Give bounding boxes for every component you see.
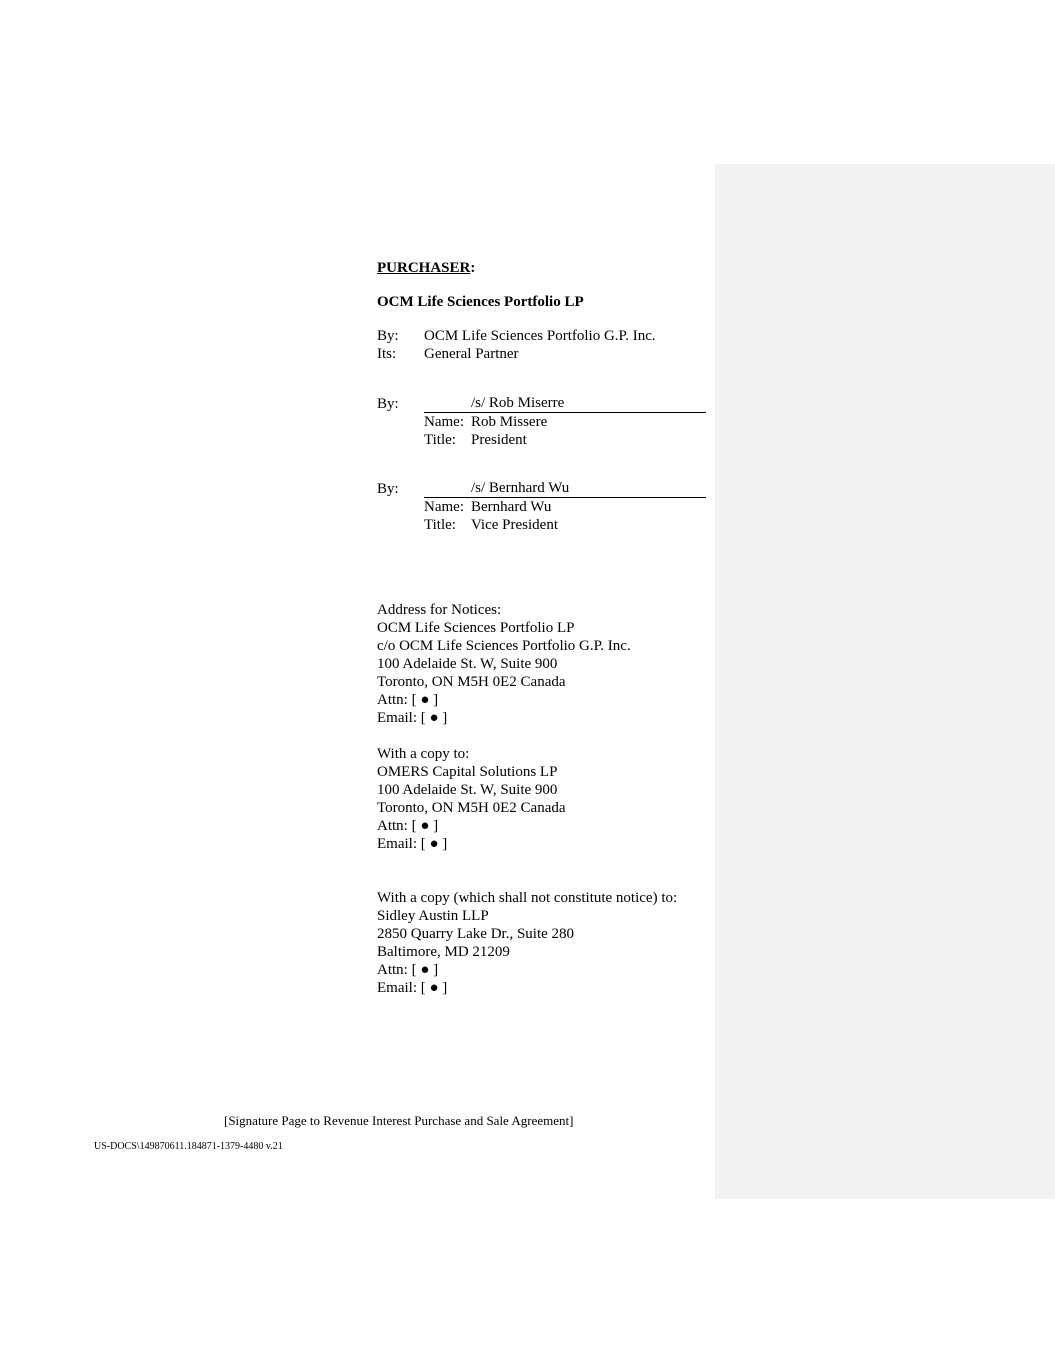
copy-line: OMERS Capital Solutions LP	[377, 764, 558, 780]
its-label: Its:	[377, 346, 397, 362]
signature-text: /s/ Bernhard Wu	[471, 480, 570, 496]
signatory-title: Vice President	[471, 517, 558, 533]
copy-line: Attn: [ ● ]	[377, 818, 439, 834]
copy-line: With a copy to:	[377, 746, 470, 762]
copy-line: 100 Adelaide St. W, Suite 900	[377, 782, 558, 798]
signature-line	[424, 479, 706, 498]
notices-line: Attn: [ ● ]	[377, 692, 439, 708]
purchaser-entity-name: OCM Life Sciences Portfolio LP	[377, 294, 584, 310]
notices-line: OCM Life Sciences Portfolio LP	[377, 620, 575, 636]
notices-line: Toronto, ON M5H 0E2 Canada	[377, 674, 566, 690]
comment-pane	[715, 164, 1055, 1199]
purchaser-heading	[377, 259, 475, 277]
by-label: By:	[377, 328, 399, 344]
copy-line: 2850 Quarry Lake Dr., Suite 280	[377, 926, 575, 942]
notices-line: Address for Notices:	[377, 602, 502, 618]
by-value: OCM Life Sciences Portfolio G.P. Inc.	[424, 328, 656, 344]
notices-line: c/o OCM Life Sciences Portfolio G.P. Inc.	[377, 638, 631, 654]
signature-by-label: By:	[377, 396, 399, 412]
signature-page-caption: [Signature Page to Revenue Interest Purchase and Sale Agreement]	[224, 1113, 574, 1128]
copy-to-address-block	[377, 745, 566, 853]
purchaser-heading-text: PURCHASER	[377, 260, 471, 276]
signatory-name: Rob Missere	[471, 414, 548, 430]
notices-line: 100 Adelaide St. W, Suite 900	[377, 656, 558, 672]
copy-line: Sidley Austin LLP	[377, 908, 489, 924]
purchaser-heading-colon: :	[470, 260, 476, 276]
document-id: US-DOCS\149870611.184871-1379-4480 v.21	[94, 1141, 283, 1152]
signature-by-label: By:	[377, 481, 399, 497]
copy-line: Email: [ ● ]	[377, 836, 448, 852]
signatory-title: President	[471, 432, 527, 448]
signatory-title-label: Title:	[424, 517, 456, 533]
notices-line: Email: [ ● ]	[377, 710, 448, 726]
copy-line: Email: [ ● ]	[377, 980, 448, 996]
copy-no-notice-address-block	[377, 889, 677, 997]
signatory-name-label: Name:	[424, 499, 464, 515]
copy-line: Attn: [ ● ]	[377, 962, 439, 978]
copy-line: Baltimore, MD 21209	[377, 944, 510, 960]
notices-address-block	[377, 601, 631, 727]
signatory-title-label: Title:	[424, 432, 456, 448]
copy-line: Toronto, ON M5H 0E2 Canada	[377, 800, 566, 816]
signature-text: /s/ Rob Miserre	[471, 395, 565, 411]
signature-line	[424, 394, 706, 413]
signatory-name-label: Name:	[424, 414, 464, 430]
copy-line: With a copy (which shall not constitute notice) to:	[377, 890, 678, 906]
its-value: General Partner	[424, 346, 519, 362]
signatory-name: Bernhard Wu	[471, 499, 552, 515]
